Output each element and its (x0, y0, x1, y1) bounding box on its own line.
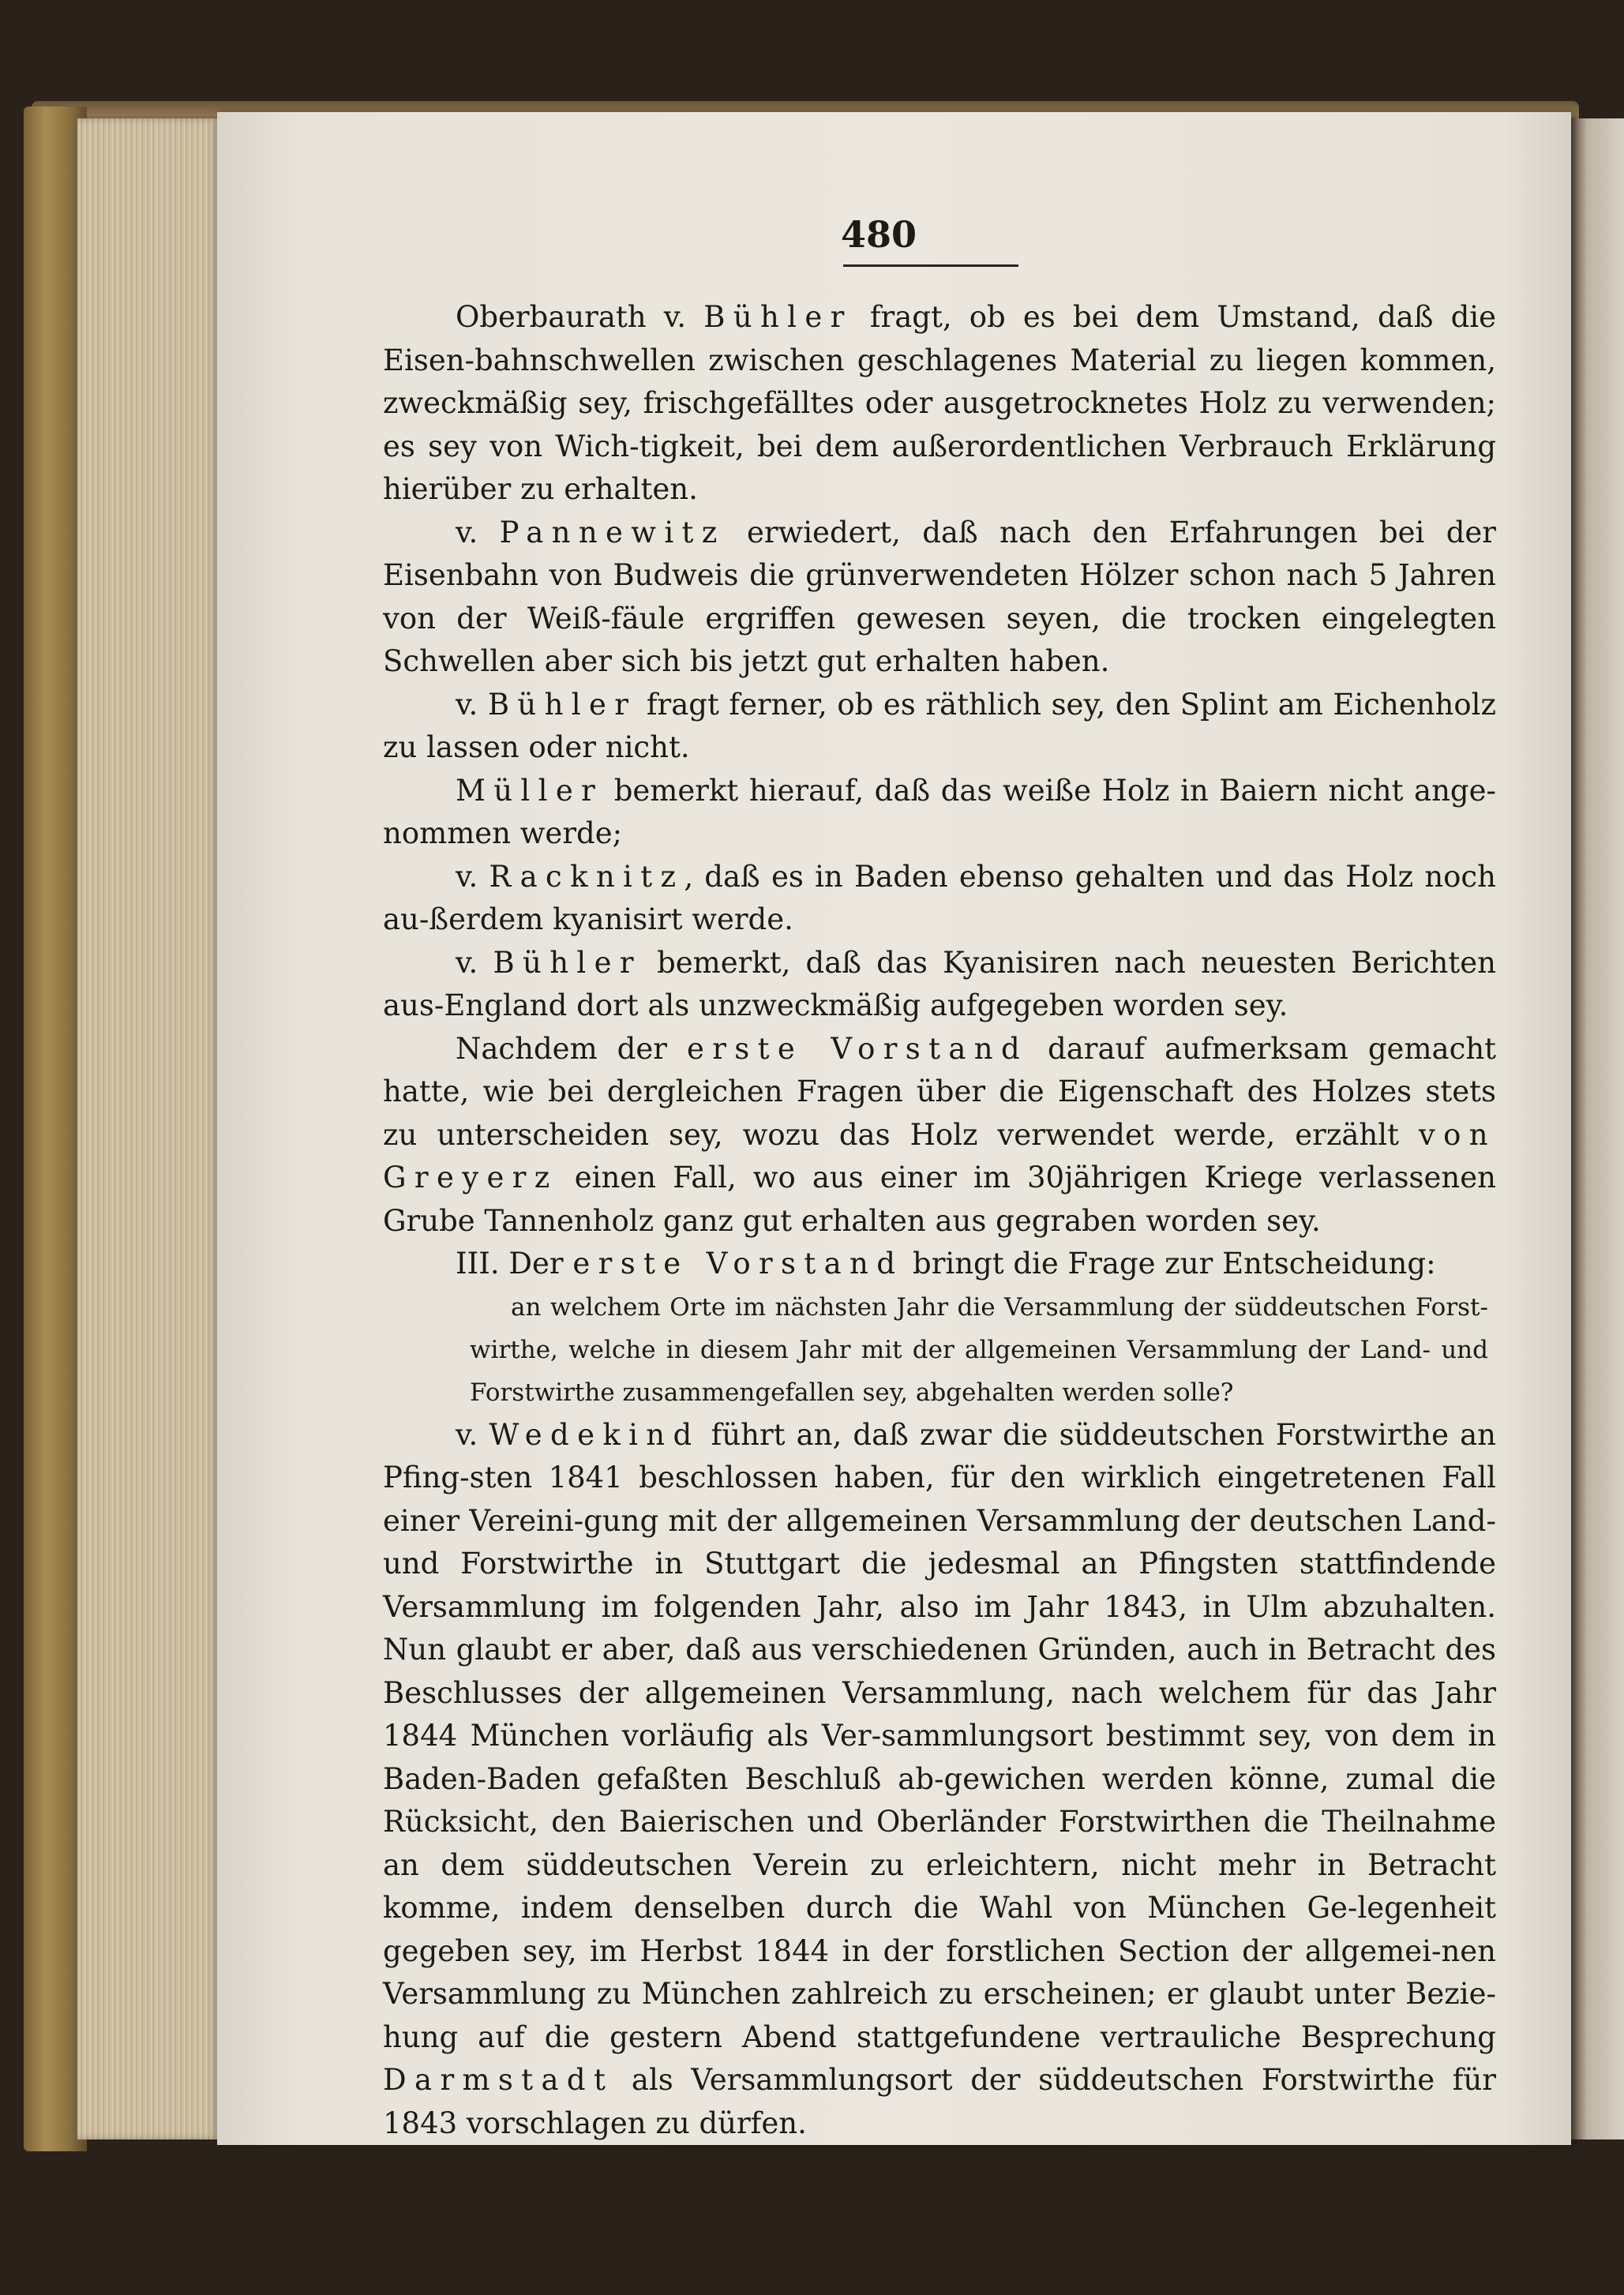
spaced-name: erste Vorstand (572, 1247, 904, 1281)
spaced-name: Racknitz (489, 859, 684, 894)
text-run: v. (456, 859, 489, 894)
paragraph (383, 856, 1496, 942)
text-run: als Versammlungsort der süddeutschen Forstwirthe für 1843 vorschlagen zu dürfen. (383, 2063, 1496, 2140)
paragraph (383, 296, 1496, 512)
spaced-name: Pannewitz (499, 515, 726, 549)
text-run: fragt, ob es bei dem Umstand, daß die Eisen-bahnschwellen zwischen geschlagenes Material zu liegen kommen, zweckmäßig sey, frischgefälltes oder ausgetrocknetes Holz zu verwenden; es sey von Wich-tigkeit, bei dem außerordentlichen Verbrauch Erklärung hierüber zu erhalten. (383, 300, 1497, 506)
spaced-name: Bühler (703, 300, 853, 334)
paragraph (383, 1028, 1496, 1243)
text-run: v. (456, 515, 500, 549)
page-body (383, 296, 1496, 2145)
spaced-name: Bühler (493, 945, 642, 980)
text-run: III. Der (456, 1247, 573, 1281)
text-run: v. (456, 1417, 489, 1452)
header-rule (843, 264, 1018, 267)
paragraph (383, 1243, 1496, 1286)
page-number: 480 (841, 213, 917, 256)
text-run: v. (456, 945, 493, 980)
question-text: an welchem Orte im nächsten Jahr die Versammlung der süddeutschen Forst-wirthe, welche in diesem Jahr mit der allgemeinen Versammlung der Land- und Forstwirthe zusammengefallen sey, abgehalten werden solle? (470, 1292, 1488, 1407)
spaced-name: von Greyerz (383, 1117, 1496, 1194)
text-run: führt an, daß zwar die süddeutschen Forstwirthe an Pfing-sten 1841 beschlossen haben, für den wirklich eingetretenen Fall einer Vereini-gung mit der allgemeinen Versammlung der deutschen Land- und Forstwirthe in Stuttgart die jedesmal an Pfingsten stattfindende Versammlung im folgenden Jahr, also im Jahr 1843, in Ulm abzuhalten. Nun glaubt er aber, daß aus verschiedenen Gründen, auch in Betracht des Beschlusses der allgemeinen Versammlung, nach welchem für das Jahr 1844 München vorläufig als Ver-sammlungsort bestimmt sey, von dem in Baden-Baden gefaßten Beschluß ab-gewichen werden könne, zumal die Rücksicht, den Baierischen und Oberländer Forstwirthen die Theilnahme an dem süddeutschen Verein zu erleichtern, nicht mehr in Betracht komme, indem denselben durch die Wahl von München Ge-legenheit gegeben sey, im Herbst 1844 in der forstlichen Section der allgemei-nen Versammlung zu München zahlreich zu erscheinen; er glaubt unter Bezie-hung auf die gestern Abend stattgefundene vertrauliche Besprechung (383, 1417, 1496, 2054)
facing-page-edge (1571, 118, 1624, 2139)
spaced-name: Bühler (487, 687, 637, 722)
text-run: Oberbaurath v. (456, 300, 704, 334)
text-run: bemerkt, daß das Kyanisiren nach neuesten Berichten aus-England dort als unzweckmäßig aufgegeben worden sey. (383, 945, 1496, 1022)
text-run: fragt ferner, ob es räthlich sey, den Splint am Eichenholz zu lassen oder nicht. (383, 687, 1496, 764)
spaced-name: erste Vorstand (686, 1031, 1029, 1066)
paragraph (383, 942, 1496, 1028)
text-run: bringt die Frage zur Entscheidung: (903, 1247, 1436, 1281)
page-edges (77, 118, 219, 2139)
text-run: Nachdem der (456, 1031, 687, 1066)
spaced-name: Müller (456, 773, 604, 808)
paragraph-final (383, 1414, 1496, 2146)
paragraph (383, 512, 1496, 684)
text-run: , daß es in Baden ebenso gehalten und das Holz noch au-ßerdem kyanisirt werde. (383, 859, 1496, 936)
spaced-name: Darmstadt (383, 2063, 614, 2097)
text-run: erwiedert, daß nach den Erfahrungen bei der Eisenbahn von Budweis die grünverwendeten Hölzer schon nach 5 Jahren von der Weiß-fäule ergriffen gewesen seyen, die trocken eingelegten Schwellen aber sich bis jetzt gut erhalten haben. (383, 515, 1496, 678)
text-run: v. (456, 687, 488, 722)
paragraph (383, 684, 1496, 770)
text-run: einen Fall, wo aus einer im 30jährigen Kriege verlassenen Grube Tannenholz ganz gut erhalten aus gegraben worden sey. (383, 1161, 1496, 1238)
text-run: bemerkt hierauf, daß das weiße Holz in Baiern nicht ange-nommen werde; (383, 773, 1496, 850)
spaced-name: Wedekind (489, 1417, 700, 1452)
text-run: darauf aufmerksam gemacht hatte, wie bei dergleichen Fragen über die Eigenschaft des Holzes stets zu unterscheiden sey, wozu das Holz verwendet werde, erzählt (383, 1031, 1497, 1152)
paragraph (383, 770, 1496, 856)
